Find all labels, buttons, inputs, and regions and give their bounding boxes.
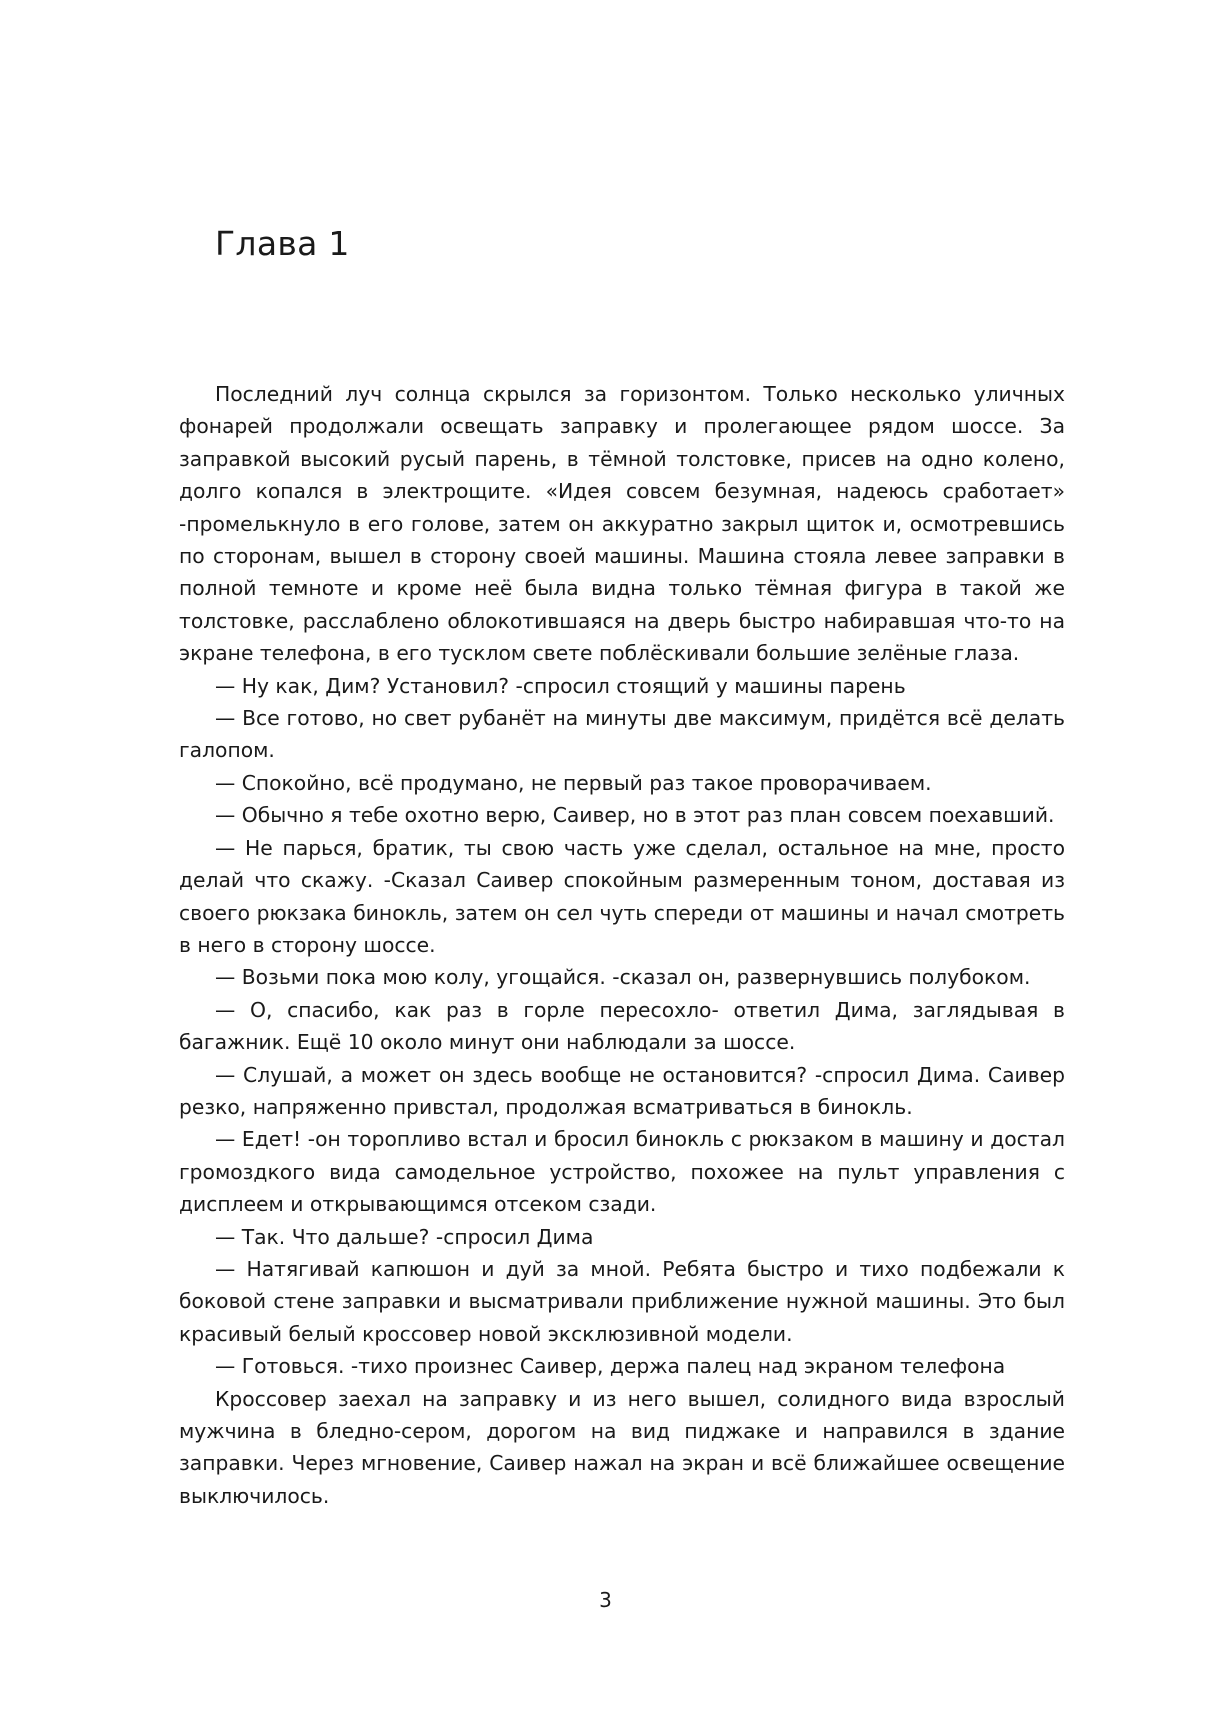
paragraph: — Спокойно, всё продумано, не первый раз такое проворачиваем. <box>215 770 932 795</box>
page-number: 3 <box>599 1588 612 1612</box>
paragraph: — Слушай, а может он здесь вообще не остановится? -спросил Дима. Саивер резко, напряженно привстал, продолжая всматриваться в бинокль. <box>179 1062 1065 1119</box>
paragraph: — Обычно я тебе охотно верю, Саивер, но в этот раз план совсем поехавший. <box>215 803 1055 828</box>
chapter-title: Глава 1 <box>215 224 350 263</box>
paragraph: — Возьми пока мою колу, угощайся. -сказал он, развернувшись полубоком. <box>215 965 1031 990</box>
paragraph: — Натягивай капюшон и дуй за мной. Ребята быстро и тихо подбежали к боковой стене заправки и высматривали приближение нужной машины. Это был красивый белый кроссовер новой эксклюзивной модели. <box>179 1256 1065 1346</box>
paragraph: — Едет! -он торопливо встал и бросил бинокль с рюкзаком в машину и достал громоздкого вида самодельное устройство, похожее на пульт управления с дисплеем и открывающимся отсеком сзади. <box>179 1127 1065 1217</box>
paragraph: — Готовься. -тихо произнес Саивер, держа палец над экраном телефона <box>215 1354 1006 1379</box>
chapter-text <box>179 378 1065 1512</box>
paragraph: — Все готово, но свет рубанёт на минуты две максимум, придётся всё делать галопом. <box>179 706 1065 763</box>
paragraph: — Ну как, Дим? Установил? -спросил стоящий у машины парень <box>215 673 906 698</box>
paragraph: Кроссовер заехал на заправку и из него вышел, солидного вида взрослый мужчина в бледно-сером, дорогом на вид пиджаке и направился в здание заправки. Через мгновение, Саивер нажал на экран и всё ближайшее освещение выключилось. <box>179 1386 1065 1508</box>
paragraph: — О, спасибо, как раз в горле пересохло- ответил Дима, заглядывая в багажник. Ещё 10 около минут они наблюдали за шоссе. <box>179 997 1065 1055</box>
paragraph: — Так. Что дальше? -спросил Дима <box>215 1224 594 1249</box>
paragraph: Последний луч солнца скрылся за горизонтом. Только несколько уличных фонарей продолжали освещать заправку и пролегающее рядом шоссе. За заправкой высокий русый парень, в тёмной толстовке, присев на одно колено, долго копался в электрощите. «Идея совсем безумная, надеюсь сработает» -промелькнуло в его голове, затем он аккуратно закрыл щиток и, осмотревшись по сторонам, вышел в сторону своей машины. Машина стояла левее заправки в полной темноте и кроме неё была видна только тёмная фигура в такой же толстовке, расслаблено облокотившаяся на дверь быстро набиравшая что-то на экране телефона, в его тусклом свете поблёскивали большие зелёные глаза. <box>179 382 1065 666</box>
paragraph: — Не парься, братик, ты свою часть уже сделал, остальное на мне, просто делай что скажу. -Сказал Саивер спокойным размеренным тоном, доставая из своего рюкзака бинокль, затем он сел чуть спереди от машины и начал смотреть в него в сторону шоссе. <box>179 835 1065 957</box>
